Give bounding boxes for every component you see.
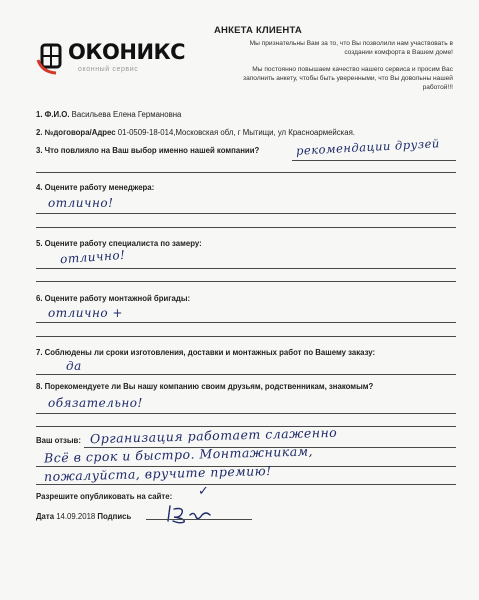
q3-label: 3. Что повлияло на Ваш выбор именно нашей компании? — [36, 146, 260, 155]
window-logo-icon — [36, 40, 72, 76]
q6-answer-line — [36, 322, 456, 323]
q4-answer[interactable]: отлично! — [48, 196, 114, 210]
fio-label: 1. Ф.И.О. — [36, 110, 70, 119]
q8-answer[interactable]: обязательно! — [48, 396, 143, 410]
q5-extra-line — [36, 281, 456, 282]
q7-answer-line — [36, 374, 456, 375]
q4-extra-line — [36, 227, 456, 228]
field-fio — [36, 110, 181, 119]
q8-answer-line — [36, 413, 456, 414]
intro-thanks: Мы признательны Вам за то, что Вы позволили нам участвовать в создании комфорта в Вашем доме! — [249, 40, 453, 56]
q5-answer[interactable]: отлично! — [59, 247, 126, 267]
contract-value: 01-0509-18-014,Московская обл, г Мытищи, ул Красноармейская. — [117, 128, 355, 137]
review-line-3[interactable]: пожалуйста, вручите премию! — [43, 463, 272, 484]
handwritten-signature[interactable] — [140, 503, 260, 525]
contract-label: 2. №договора/Адрес — [36, 128, 116, 137]
date-value: 14.09.2018 — [56, 512, 96, 521]
publish-label: Разрешите опубликовать на сайте: — [36, 492, 173, 501]
review-label: Ваш отзыв: — [36, 436, 81, 445]
signature-label: Подпись — [97, 512, 132, 521]
q6-extra-line — [36, 336, 456, 337]
q7-answer[interactable]: да — [66, 359, 82, 373]
logo-tagline: оконный сервис — [78, 66, 139, 73]
question-6 — [36, 294, 190, 303]
q7-label: 7. Соблюдены ли сроки изготовления, доставки и монтажных работ по Вашему заказу: — [36, 348, 376, 357]
review-field — [36, 436, 81, 445]
review-line-1[interactable]: Организация работает слаженно — [89, 424, 338, 447]
review-line-3-rule — [36, 484, 456, 485]
question-3 — [36, 146, 259, 155]
q5-label: 5. Оцените работу специалиста по замеру: — [36, 239, 202, 248]
q8-label: 8. Порекомендуете ли Вы нашу компанию своим друзьям, родственникам, знакомым? — [36, 382, 374, 391]
logo-wordmark: ОКОНИКС — [68, 40, 186, 64]
intro-request: Мы постоянно повышаем качество нашего сервиса и просим Вас заполнить анкету, чтобы быть уверенными, что Вы довольны нашей работой!!! — [243, 66, 453, 91]
signature-line — [146, 519, 252, 520]
q6-label: 6. Оцените работу монтажной бригады: — [36, 294, 191, 303]
review-line-2[interactable]: Всё в срок и быстро. Монтажникам, — [43, 443, 314, 466]
q3-answer[interactable]: рекомендации друзей — [295, 136, 441, 158]
q4-label: 4. Оцените работу менеджера: — [36, 183, 155, 192]
company-logo — [34, 40, 194, 86]
question-4 — [36, 183, 154, 192]
field-contract — [36, 128, 355, 137]
q3-answer-line — [292, 160, 456, 161]
date-signature-row — [36, 512, 131, 521]
question-7 — [36, 348, 375, 357]
q6-answer[interactable]: отлично + — [48, 306, 123, 320]
q4-answer-line — [36, 213, 456, 214]
publish-checkmark[interactable]: ✓ — [198, 484, 209, 499]
form-title: АНКЕТА КЛИЕНТА — [214, 25, 302, 36]
date-label: Дата — [36, 512, 55, 521]
question-5 — [36, 239, 202, 248]
q3-extra-line — [36, 172, 456, 173]
fio-value: Васильева Елена Германовна — [71, 110, 182, 119]
publish-field — [36, 492, 172, 501]
q5-answer-line — [36, 268, 456, 269]
question-8 — [36, 382, 373, 391]
